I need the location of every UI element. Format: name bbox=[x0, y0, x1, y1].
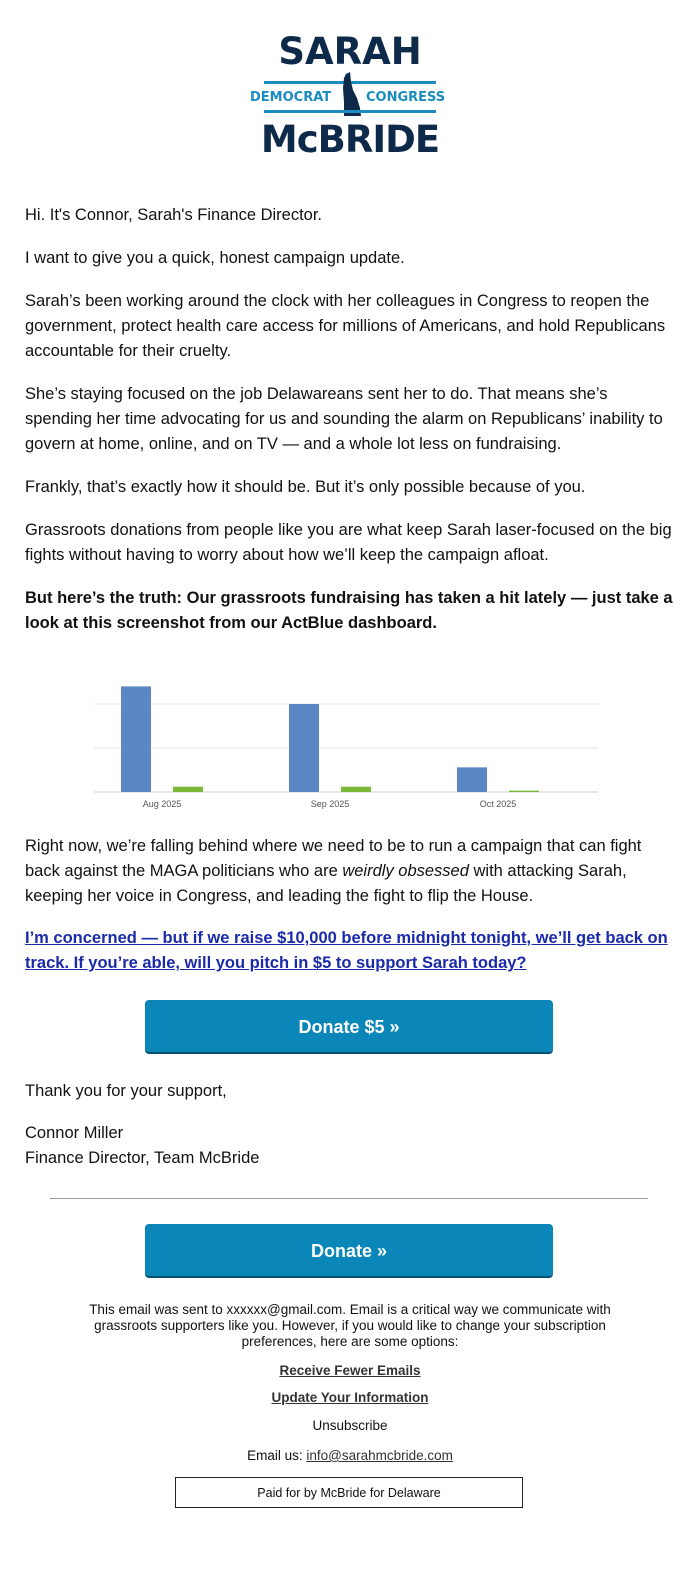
thanks-text: Thank you for your support, bbox=[25, 1082, 227, 1100]
paragraph-7-part-a: Right now, we’re falling behind where we need to be to run a campaign that can fight back against the MAGA politicians who are bbox=[25, 837, 642, 880]
bar-oct-2025-series-2 bbox=[509, 791, 539, 792]
greeting: Hi. It's Connor, Sarah's Finance Director. bbox=[25, 206, 323, 224]
email-label: Email us: bbox=[247, 1448, 307, 1463]
logo-left-tag: DEMOCRAT bbox=[250, 90, 332, 105]
logo-right-tag: CONGRESS bbox=[366, 90, 446, 105]
bar-aug-2025-series-1 bbox=[121, 686, 151, 792]
paragraph-2: Sarah’s been working around the clock with her colleagues in Congress to reopen the government, protect health care access for millions of Americans, and hold Republicans accountable for their cruelty. bbox=[25, 292, 666, 360]
ask-donate-link[interactable]: I’m concerned — but if we raise $10,000 before midnight tonight, we’ll get back on track. If you’re able, will you pitch in $5 to support Sarah today? bbox=[25, 929, 668, 972]
x-tick-label: Oct 2025 bbox=[479, 799, 517, 809]
footer-email bbox=[70, 1448, 630, 1464]
footer-update-info bbox=[70, 1390, 630, 1406]
paragraph-7-emphasis: weirdly obsessed bbox=[342, 862, 469, 880]
logo-last-name: McBRIDE bbox=[260, 118, 440, 161]
paragraph-6-bold: But here’s the truth: Our grassroots fundraising has taken a hit lately — just take a look at this screenshot from our ActBlue dashboard. bbox=[25, 589, 673, 632]
update-information-link[interactable]: Update Your Information bbox=[271, 1390, 429, 1405]
bar-aug-2025-series-2 bbox=[173, 787, 203, 792]
logo-first-name: SARAH bbox=[278, 30, 422, 73]
bar-sep-2025-series-2 bbox=[341, 787, 371, 792]
paragraph-7 bbox=[25, 834, 675, 909]
signature-name: Connor Miller bbox=[25, 1124, 124, 1142]
signature-title: Finance Director, Team McBride bbox=[25, 1149, 260, 1167]
x-tick-label: Aug 2025 bbox=[142, 799, 182, 809]
logo-bottom-rule bbox=[264, 110, 436, 113]
paragraph-3: She’s staying focused on the job Delawareans sent her to do. That means she’s spending her time advocating for us and sounding the alarm on Republicans’ inability to govern at home, online, and on TV — and a whole lot less on fundraising. bbox=[25, 385, 663, 453]
ask-paragraph bbox=[25, 926, 675, 976]
actblue-bar-chart bbox=[90, 660, 605, 820]
footer-unsubscribe[interactable]: Unsubscribe bbox=[312, 1418, 388, 1433]
bar-sep-2025-series-1 bbox=[289, 704, 319, 792]
paragraph-5: Grassroots donations from people like you are what keep Sarah laser-focused on the big fights without having to worry about how we’ll keep the campaign afloat. bbox=[25, 521, 672, 564]
receive-fewer-emails-link[interactable]: Receive Fewer Emails bbox=[279, 1363, 421, 1378]
x-tick-label: Sep 2025 bbox=[310, 799, 350, 809]
paid-for-box: Paid for by McBride for Delaware bbox=[175, 1477, 523, 1508]
campaign-logo bbox=[248, 32, 452, 162]
paragraph-1: I want to give you a quick, honest campaign update. bbox=[25, 249, 405, 267]
footer-fewer-emails bbox=[70, 1363, 630, 1379]
divider bbox=[50, 1198, 648, 1199]
bar-oct-2025-series-1 bbox=[457, 767, 487, 792]
donate-5-button[interactable]: Donate $5 » bbox=[145, 1000, 553, 1054]
donate-button[interactable]: Donate » bbox=[145, 1224, 553, 1278]
paragraph-4: Frankly, that’s exactly how it should be. But it’s only possible because of you. bbox=[25, 478, 586, 496]
footer-notice: This email was sent to xxxxxx@gmail.com. Email is a critical way we communicate with grassroots supporters like you. However, if you would like to change your subscription preferences, here are some options: bbox=[89, 1302, 611, 1349]
email-link[interactable]: info@sarahmcbride.com bbox=[306, 1448, 453, 1463]
paragraph-7-part-b: with attacking Sarah, keeping her voice in Congress, and leading the fight to flip the House. bbox=[25, 862, 627, 905]
